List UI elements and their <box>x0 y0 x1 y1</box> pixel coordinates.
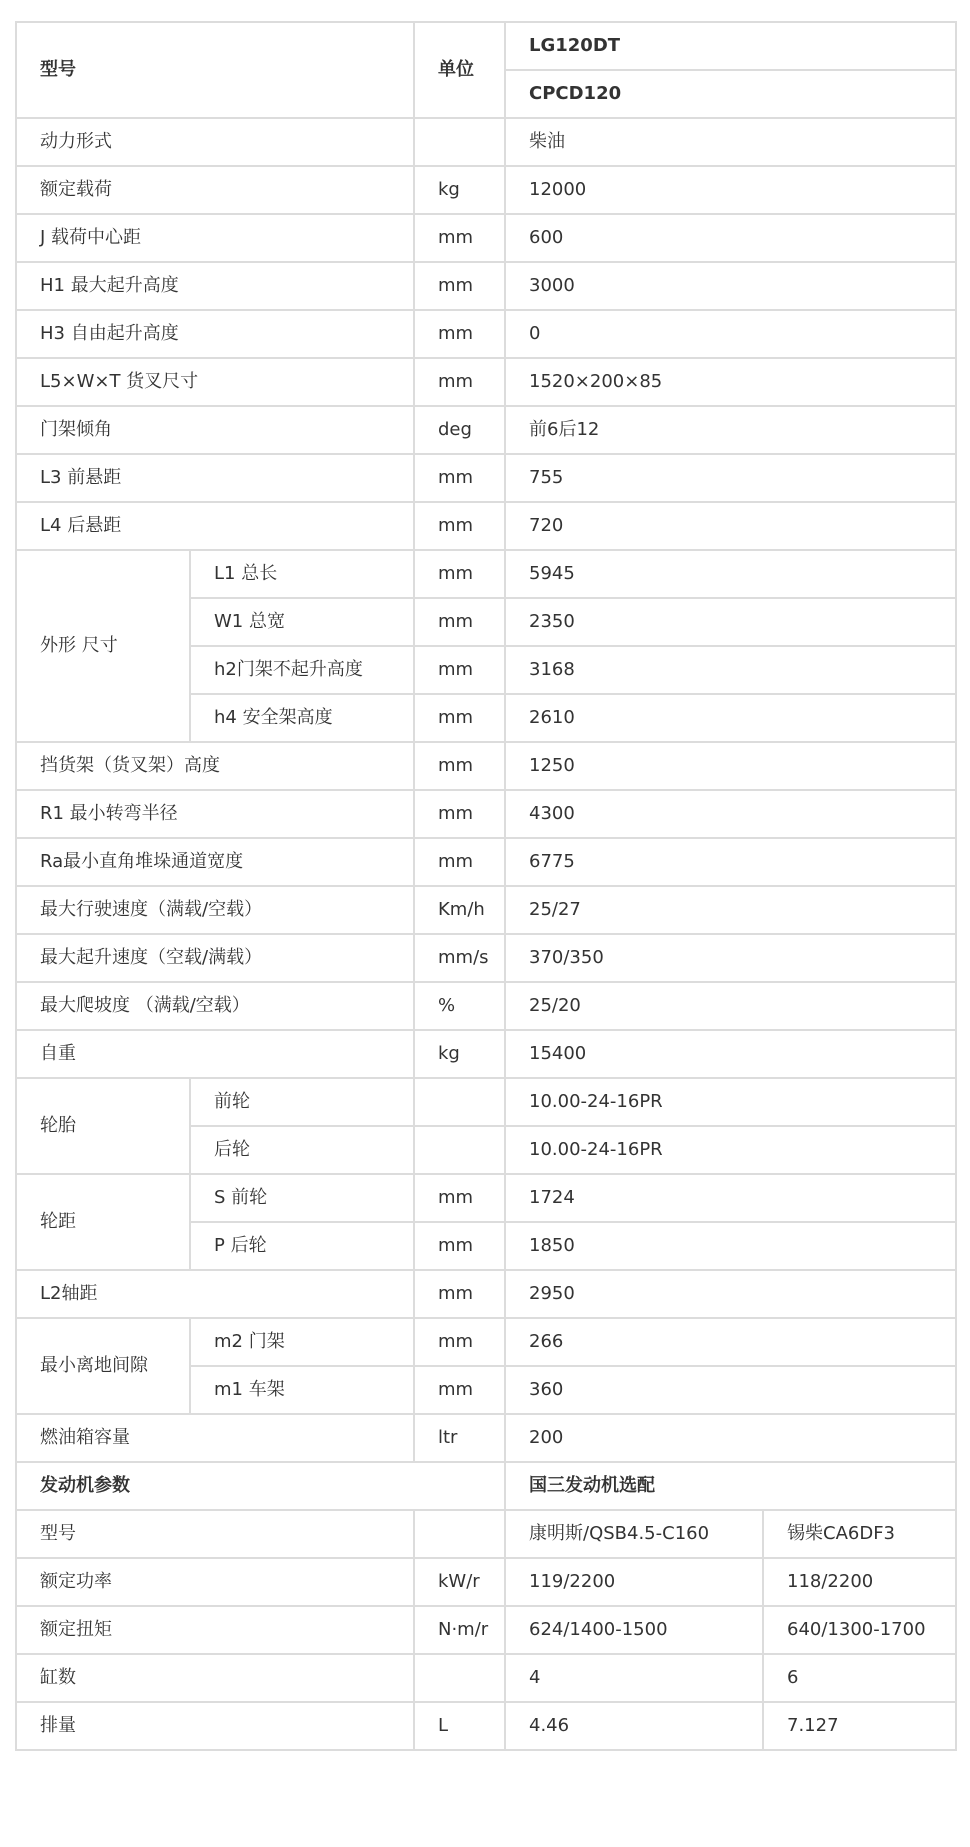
spec-name: 自重 <box>16 1030 414 1078</box>
spec-name: 型号 <box>16 1510 414 1558</box>
spec-unit: mm <box>414 1366 505 1414</box>
spec-name: P 后轮 <box>190 1222 414 1270</box>
spec-name: 额定扭矩 <box>16 1606 414 1654</box>
spec-value: 25/20 <box>505 982 956 1030</box>
engine-option-1-value: 624/1400-1500 <box>505 1606 763 1654</box>
spec-unit: mm/s <box>414 934 505 982</box>
engine-option-2-value: 锡柴CA6DF3 <box>763 1510 956 1558</box>
spec-row <box>16 262 956 310</box>
engine-option-1-value: 4.46 <box>505 1702 763 1750</box>
spec-unit: mm <box>414 790 505 838</box>
spec-row <box>16 214 956 262</box>
engine-option-2-value: 118/2200 <box>763 1558 956 1606</box>
spec-row <box>16 1318 956 1366</box>
spec-unit: kg <box>414 1030 505 1078</box>
spec-unit: Km/h <box>414 886 505 934</box>
spec-name: 额定载荷 <box>16 166 414 214</box>
spec-value: 600 <box>505 214 956 262</box>
spec-unit <box>414 118 505 166</box>
spec-name: J 载荷中心距 <box>16 214 414 262</box>
spec-value: 10.00-24-16PR <box>505 1126 956 1174</box>
spec-unit: mm <box>414 1222 505 1270</box>
spec-name: 最大起升速度（空载/满载） <box>16 934 414 982</box>
spec-unit: N·m/r <box>414 1606 505 1654</box>
spec-unit: mm <box>414 214 505 262</box>
spec-unit: mm <box>414 358 505 406</box>
spec-unit <box>414 1654 505 1702</box>
spec-value: 4300 <box>505 790 956 838</box>
spec-value: 6775 <box>505 838 956 886</box>
model-code: LG120DT <box>505 22 956 70</box>
spec-value: 720 <box>505 502 956 550</box>
spec-value: 12000 <box>505 166 956 214</box>
spec-unit: % <box>414 982 505 1030</box>
spec-row <box>16 406 956 454</box>
spec-value: 755 <box>505 454 956 502</box>
engine-option-2-value: 7.127 <box>763 1702 956 1750</box>
spec-name: 后轮 <box>190 1126 414 1174</box>
dimensions-group-label: 外形 尺寸 <box>16 550 190 742</box>
spec-name: 最大行驶速度（满载/空载） <box>16 886 414 934</box>
spec-value: 柴油 <box>505 118 956 166</box>
spec-value: 0 <box>505 310 956 358</box>
spec-value: 3000 <box>505 262 956 310</box>
spec-row <box>16 1270 956 1318</box>
spec-row <box>16 886 956 934</box>
spec-value: 3168 <box>505 646 956 694</box>
spec-row <box>16 550 956 598</box>
engine-row <box>16 1654 956 1702</box>
spec-unit: mm <box>414 262 505 310</box>
spec-name: 前轮 <box>190 1078 414 1126</box>
forklift-spec-table <box>15 21 957 1751</box>
spec-name: 最大爬坡度 （满载/空载） <box>16 982 414 1030</box>
spec-name: L3 前悬距 <box>16 454 414 502</box>
spec-row <box>16 982 956 1030</box>
spec-value: 200 <box>505 1414 956 1462</box>
spec-unit: mm <box>414 1318 505 1366</box>
spec-unit: mm <box>414 742 505 790</box>
spec-unit: mm <box>414 598 505 646</box>
spec-name: 动力形式 <box>16 118 414 166</box>
spec-row <box>16 310 956 358</box>
spec-unit <box>414 1078 505 1126</box>
spec-name: 门架倾角 <box>16 406 414 454</box>
spec-row <box>16 1030 956 1078</box>
spec-unit: kW/r <box>414 1558 505 1606</box>
spec-name: 额定功率 <box>16 1558 414 1606</box>
spec-name: W1 总宽 <box>190 598 414 646</box>
spec-unit: kg <box>414 166 505 214</box>
spec-name: h4 安全架高度 <box>190 694 414 742</box>
spec-row <box>16 790 956 838</box>
engine-row <box>16 1702 956 1750</box>
spec-value: 25/27 <box>505 886 956 934</box>
spec-unit: mm <box>414 694 505 742</box>
spec-value: 2950 <box>505 1270 956 1318</box>
spec-value: 266 <box>505 1318 956 1366</box>
spec-row <box>16 838 956 886</box>
spec-row <box>16 358 956 406</box>
spec-unit <box>414 1126 505 1174</box>
engine-option-label: 国三发动机选配 <box>505 1462 956 1510</box>
spec-value: 360 <box>505 1366 956 1414</box>
spec-row <box>16 454 956 502</box>
spec-value: 前6后12 <box>505 406 956 454</box>
engine-section-row <box>16 1462 956 1510</box>
spec-name: L2轴距 <box>16 1270 414 1318</box>
spec-name: 燃油箱容量 <box>16 1414 414 1462</box>
spec-unit: mm <box>414 1270 505 1318</box>
spec-row <box>16 166 956 214</box>
spec-value: 1724 <box>505 1174 956 1222</box>
engine-option-1-value: 119/2200 <box>505 1558 763 1606</box>
spec-value: 5945 <box>505 550 956 598</box>
header-row <box>16 22 956 70</box>
spec-name: L4 后悬距 <box>16 502 414 550</box>
spec-name: m1 车架 <box>190 1366 414 1414</box>
spec-unit: mm <box>414 1174 505 1222</box>
spec-name: L5×W×T 货叉尺寸 <box>16 358 414 406</box>
model-header-label: 型号 <box>16 22 414 118</box>
unit-header-label: 单位 <box>414 22 505 118</box>
spec-unit: mm <box>414 550 505 598</box>
spec-unit: ltr <box>414 1414 505 1462</box>
engine-row <box>16 1606 956 1654</box>
spec-row <box>16 1078 956 1126</box>
spec-unit: mm <box>414 310 505 358</box>
spec-unit: mm <box>414 838 505 886</box>
spec-name: 排量 <box>16 1702 414 1750</box>
spec-unit: mm <box>414 646 505 694</box>
spec-row <box>16 502 956 550</box>
spec-value: 2350 <box>505 598 956 646</box>
spec-name: 挡货架（货叉架）高度 <box>16 742 414 790</box>
spec-unit: L <box>414 1702 505 1750</box>
spec-unit: deg <box>414 406 505 454</box>
spec-unit: mm <box>414 502 505 550</box>
engine-option-2-value: 6 <box>763 1654 956 1702</box>
spec-row <box>16 1174 956 1222</box>
engine-option-2-value: 640/1300-1700 <box>763 1606 956 1654</box>
clearance-group-label: 最小离地间隙 <box>16 1318 190 1414</box>
spec-value: 1520×200×85 <box>505 358 956 406</box>
spec-name: L1 总长 <box>190 550 414 598</box>
spec-row <box>16 1414 956 1462</box>
engine-row <box>16 1510 956 1558</box>
spec-unit <box>414 1510 505 1558</box>
spec-name: R1 最小转弯半径 <box>16 790 414 838</box>
spec-value: 15400 <box>505 1030 956 1078</box>
spec-name: Ra最小直角堆垛通道宽度 <box>16 838 414 886</box>
engine-option-1-value: 4 <box>505 1654 763 1702</box>
spec-name: H3 自由起升高度 <box>16 310 414 358</box>
spec-value: 1850 <box>505 1222 956 1270</box>
tires-group-label: 轮胎 <box>16 1078 190 1174</box>
engine-row <box>16 1558 956 1606</box>
spec-name: H1 最大起升高度 <box>16 262 414 310</box>
spec-name: m2 门架 <box>190 1318 414 1366</box>
spec-value: 1250 <box>505 742 956 790</box>
spec-value: 370/350 <box>505 934 956 982</box>
spec-row <box>16 934 956 982</box>
spec-value: 10.00-24-16PR <box>505 1078 956 1126</box>
spec-unit: mm <box>414 454 505 502</box>
spec-name: S 前轮 <box>190 1174 414 1222</box>
model-name: CPCD120 <box>505 70 956 118</box>
track-group-label: 轮距 <box>16 1174 190 1270</box>
spec-row <box>16 118 956 166</box>
spec-value: 2610 <box>505 694 956 742</box>
spec-name: h2门架不起升高度 <box>190 646 414 694</box>
spec-name: 缸数 <box>16 1654 414 1702</box>
spec-row <box>16 742 956 790</box>
engine-section-label: 发动机参数 <box>16 1462 505 1510</box>
engine-option-1-value: 康明斯/QSB4.5-C160 <box>505 1510 763 1558</box>
